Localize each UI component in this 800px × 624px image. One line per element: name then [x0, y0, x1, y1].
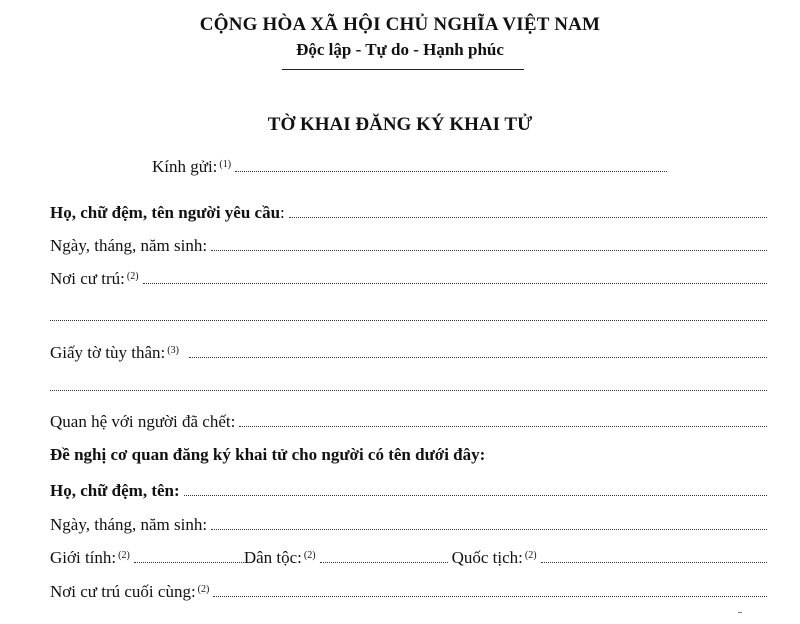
- requester-id-note: (3): [167, 345, 179, 356]
- ethnicity-label: Dân tộc:: [243, 548, 302, 567]
- requester-name-field[interactable]: [289, 216, 767, 218]
- requester-id-label: Giấy tờ tùy thân:: [50, 343, 166, 362]
- requester-id-field-2[interactable]: [50, 389, 767, 391]
- deceased-name-field[interactable]: [184, 494, 767, 496]
- deceased-name-label: Họ, chữ đệm, tên:: [50, 481, 180, 500]
- gender-field[interactable]: [134, 561, 244, 563]
- recipient-label: Kính gửi:: [152, 157, 218, 176]
- requester-residence-line: [50, 267, 767, 289]
- deceased-dob-line: [50, 513, 767, 535]
- requester-id-continuation: [50, 374, 767, 396]
- requester-name-label: Họ, chữ đệm, tên người yêu cầu: [50, 203, 281, 222]
- requester-residence-continuation: [50, 304, 767, 326]
- requester-residence-label: Nơi cư trú:: [50, 269, 125, 288]
- requester-dob-label: Ngày, tháng, năm sinh:: [50, 236, 208, 255]
- relationship-field[interactable]: [239, 425, 767, 427]
- requester-id-field[interactable]: [189, 356, 767, 358]
- requester-dob-field[interactable]: [211, 249, 767, 251]
- country-name-heading: CỘNG HÒA XÃ HỘI CHỦ NGHĨA VIỆT NAM: [199, 14, 601, 35]
- requester-name-line: [50, 201, 767, 223]
- last-residence-line: [50, 580, 767, 602]
- nationality-field[interactable]: [541, 561, 767, 563]
- last-residence-label: Nơi cư trú cuối cùng:: [50, 582, 196, 601]
- requester-residence-field[interactable]: [143, 282, 767, 284]
- ethnicity-note: (2): [303, 550, 316, 561]
- requester-dob-line: [50, 234, 767, 256]
- gender-label: Giới tính:: [50, 548, 117, 567]
- relationship-line: [50, 410, 767, 432]
- last-residence-note: (2): [197, 584, 210, 595]
- recipient-field[interactable]: [235, 170, 667, 172]
- requester-name-colon: :: [280, 203, 285, 222]
- form-title: TỜ KHAI ĐĂNG KÝ KHAI TỬ: [267, 114, 533, 135]
- motto-underline: [282, 69, 524, 70]
- page-edge-mark: [738, 612, 742, 614]
- last-residence-field[interactable]: [213, 595, 767, 597]
- national-motto: Độc lập - Tự do - Hạnh phúc: [296, 40, 504, 59]
- recipient-note: (1): [219, 159, 232, 170]
- request-statement: Đề nghị cơ quan đăng ký khai tử cho người có tên dưới đây:: [50, 445, 486, 464]
- requester-residence-field-2[interactable]: [50, 319, 767, 321]
- deceased-name-line: [50, 479, 767, 501]
- deceased-dob-label: Ngày, tháng, năm sinh:: [50, 515, 208, 534]
- relationship-label: Quan hệ với người đã chết:: [50, 412, 236, 431]
- requester-id-line: [50, 341, 767, 363]
- requester-residence-note: (2): [126, 271, 139, 282]
- nationality-label: Quốc tịch:: [451, 548, 523, 567]
- deceased-dob-field[interactable]: [211, 528, 767, 530]
- gender-note: (2): [118, 550, 130, 561]
- ethnicity-field[interactable]: [320, 561, 448, 563]
- recipient-line: [152, 155, 667, 177]
- gender-ethnicity-nationality-line: [50, 546, 767, 568]
- nationality-note: (2): [524, 550, 537, 561]
